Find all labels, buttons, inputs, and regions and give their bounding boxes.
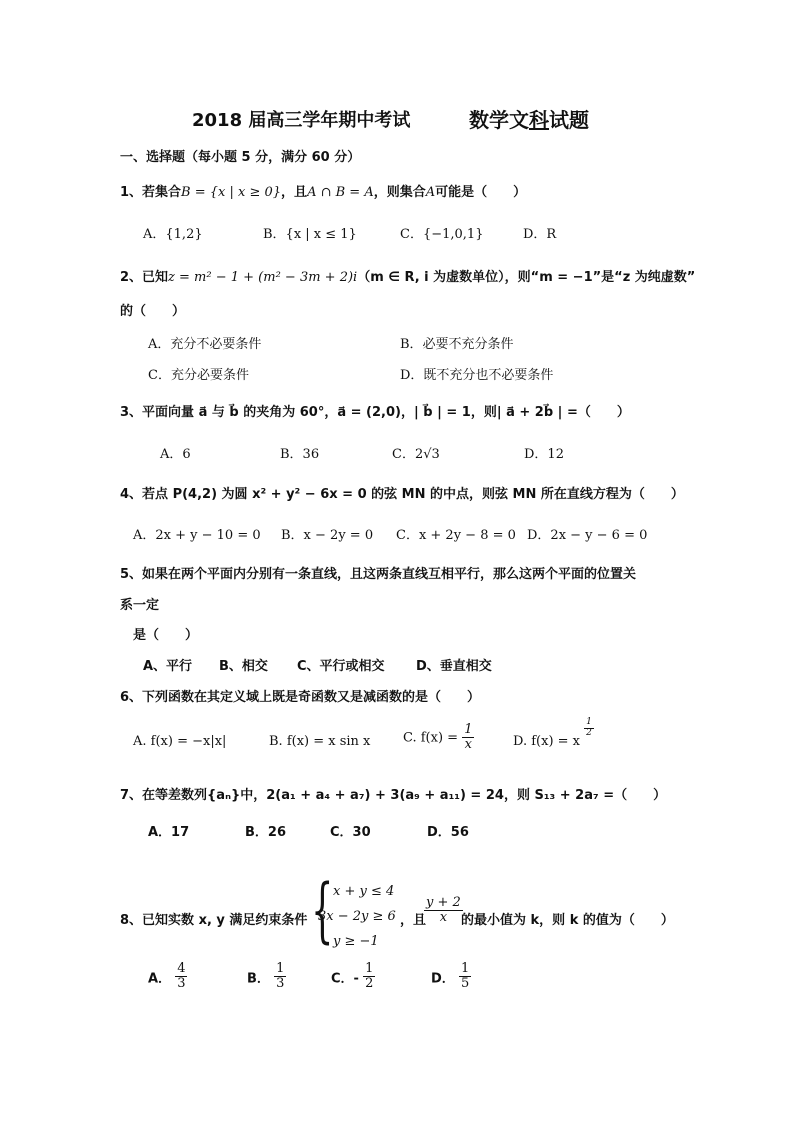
q8-constraint-1: x + y ≤ 4 (333, 884, 395, 899)
q2-option-b[interactable]: B．必要不充分条件 (400, 337, 514, 352)
q8-option-a[interactable] (148, 962, 187, 992)
q6-option-c-pre: C. f(x) = (403, 730, 459, 746)
q8-option-a-fraction (175, 962, 187, 992)
q8-option-c[interactable] (331, 962, 375, 992)
q6-option-c-fraction (462, 723, 474, 753)
q7-option-a[interactable]: A．17 (148, 825, 190, 840)
q7-option-b[interactable]: B．26 (245, 825, 286, 840)
title-right-pre: 数学文 (469, 108, 529, 132)
q3-option-a[interactable]: A．6 (160, 447, 191, 462)
q8-fraction-body (424, 896, 463, 926)
q8-option-c-num: 1 (365, 961, 374, 976)
q5-option-c[interactable]: C、平行或相交 (297, 659, 385, 674)
q1-stem-d: 可能是（ ） (435, 185, 527, 200)
q8-stem-c: 的最小值为 k，则 k 的值为（ ） (461, 913, 674, 928)
q8-stem-b: ，且 (400, 913, 427, 928)
q8-constraint-3: y ≥ −1 (333, 934, 379, 949)
q8-constraint-2: 3x − 2y ≥ 6 (318, 909, 396, 924)
q7-option-c[interactable]: C．30 (330, 825, 371, 840)
q8-option-c-den: 2 (365, 976, 374, 992)
question-2-stem (120, 266, 695, 285)
q6-option-d-exp-den: 2 (586, 727, 592, 738)
q5-option-d[interactable]: D、垂直相交 (416, 659, 492, 674)
q8-option-b-num: 1 (276, 961, 285, 976)
q6-option-d[interactable] (513, 718, 594, 749)
exam-title (192, 106, 410, 132)
q8-option-a-label: A． (148, 971, 172, 987)
q6-option-c[interactable] (403, 723, 474, 753)
left-brace-symbol: { (311, 869, 334, 951)
question-7-stem: 7、在等差数列{aₙ}中，2(a₁ + a₄ + a₇) + 3(a₉ + a₁₁) = 24，则 S₁₃ + 2a₇ =（ ） (120, 788, 667, 803)
q3-option-c[interactable]: C．2√3 (392, 447, 440, 462)
q8-option-d-label: D． (431, 971, 455, 987)
q1-option-d[interactable]: D．R (523, 227, 557, 242)
q4-option-a[interactable]: A．2x + y − 10 = 0 (133, 528, 261, 543)
q2-stem-b: （m ∈ R, i 为虚数单位），则“m = −1”是“z 为纯虚数” (357, 270, 696, 285)
question-6-stem: 6、下列函数在其定义域上既是奇函数又是减函数的是（ ） (120, 690, 481, 705)
subject-title (469, 104, 589, 133)
q8-fraction (424, 896, 463, 926)
question-5-stem-line1: 5、如果在两个平面内分别有一条直线，且这两条直线互相平行，那么这两个平面的位置关 (120, 567, 637, 582)
q1-option-a[interactable]: A．{1,2} (143, 227, 203, 242)
q2-stem-cont: 的（ ） (120, 304, 186, 319)
question-3-stem: 3、平面向量 a⃗ 与 b⃗ 的夹角为 60°，a⃗ = (2,0)，| b⃗ | = 1，则| a⃗ + 2b⃗ | =（ ） (120, 405, 630, 420)
title-left: 2018 届高三学年期中考试 (192, 110, 411, 131)
q6-option-c-num: 1 (464, 722, 473, 737)
q6-option-c-den: x (464, 737, 473, 753)
q8-option-a-num: 4 (177, 961, 186, 976)
q8-option-c-label: C．- (331, 971, 359, 987)
q4-option-d[interactable]: D．2x − y − 6 = 0 (527, 528, 648, 543)
q1-stem-A: A (425, 185, 436, 200)
q1-stem-c: ，则集合 (373, 185, 426, 200)
q2-option-d[interactable]: D．既不充分也不必要条件 (400, 368, 554, 383)
q8-option-b-fraction (274, 962, 286, 992)
q5-option-a[interactable]: A、平行 (143, 659, 193, 674)
q8-option-d-den: 5 (460, 976, 470, 992)
q6-option-a[interactable]: A. f(x) = −x|x| (133, 734, 227, 749)
q1-option-b[interactable]: B．{x | x ≤ 1} (263, 227, 357, 242)
q1-stem-a: 1、若集合 (120, 185, 182, 200)
q8-option-a-den: 3 (177, 976, 186, 992)
q7-option-d[interactable]: D．56 (427, 825, 469, 840)
q4-option-b[interactable]: B．x − 2y = 0 (281, 528, 374, 543)
q8-option-d-num: 1 (460, 961, 470, 976)
question-1-stem (120, 181, 526, 200)
q4-option-c[interactable]: C．x + 2y − 8 = 0 (396, 528, 516, 543)
q8-option-b-label: B． (247, 971, 270, 987)
q8-option-c-fraction (363, 962, 375, 992)
q1-option-c[interactable]: C．{−1,0,1} (400, 227, 484, 242)
q6-option-d-exp-num: 1 (586, 717, 592, 727)
q2-option-a[interactable]: A．充分不必要条件 (148, 337, 262, 352)
q1-stem-math: B = {x | x ≥ 0} (181, 185, 282, 200)
q2-option-c[interactable]: C．充分必要条件 (148, 368, 249, 383)
question-4-stem: 4、若点 P(4,2) 为圆 x² + y² − 6x = 0 的弦 MN 的中点，则弦 MN 所在直线方程为（ ） (120, 487, 684, 502)
q1-stem-b: ，且 (281, 185, 308, 200)
q3-option-d[interactable]: D．12 (524, 447, 564, 462)
q8-option-d[interactable] (431, 962, 471, 992)
title-right-underlined: 科 (529, 108, 549, 132)
q8-option-b-den: 3 (276, 976, 285, 992)
question-5-stem-line3: 是（ ） (133, 628, 199, 643)
q8-fraction-num: y + 2 (426, 895, 461, 910)
question-8-stem-a: 8、已知实数 x, y 满足约束条件 (120, 913, 308, 928)
q6-option-d-exponent (584, 718, 594, 739)
question-5-stem-line2: 系一定 (120, 598, 160, 613)
q8-option-b[interactable] (247, 962, 286, 992)
q1-stem-math2: A ∩ B = A (307, 185, 374, 200)
q3-option-b[interactable]: B．36 (280, 447, 320, 462)
q2-stem-math: z = m² − 1 + (m² − 3m + 2)i (168, 270, 358, 285)
q5-option-b[interactable]: B、相交 (219, 659, 268, 674)
section-heading: 一、选择题（每小题 5 分，满分 60 分） (120, 150, 361, 165)
q8-option-d-fraction (459, 962, 471, 992)
q6-option-d-pre: D. f(x) = x (513, 734, 580, 749)
q2-stem-a: 2、已知 (120, 270, 169, 285)
q8-fraction-den: x (439, 910, 448, 926)
q6-option-b[interactable]: B. f(x) = x sin x (269, 734, 371, 749)
title-right-post: 试题 (549, 108, 589, 132)
